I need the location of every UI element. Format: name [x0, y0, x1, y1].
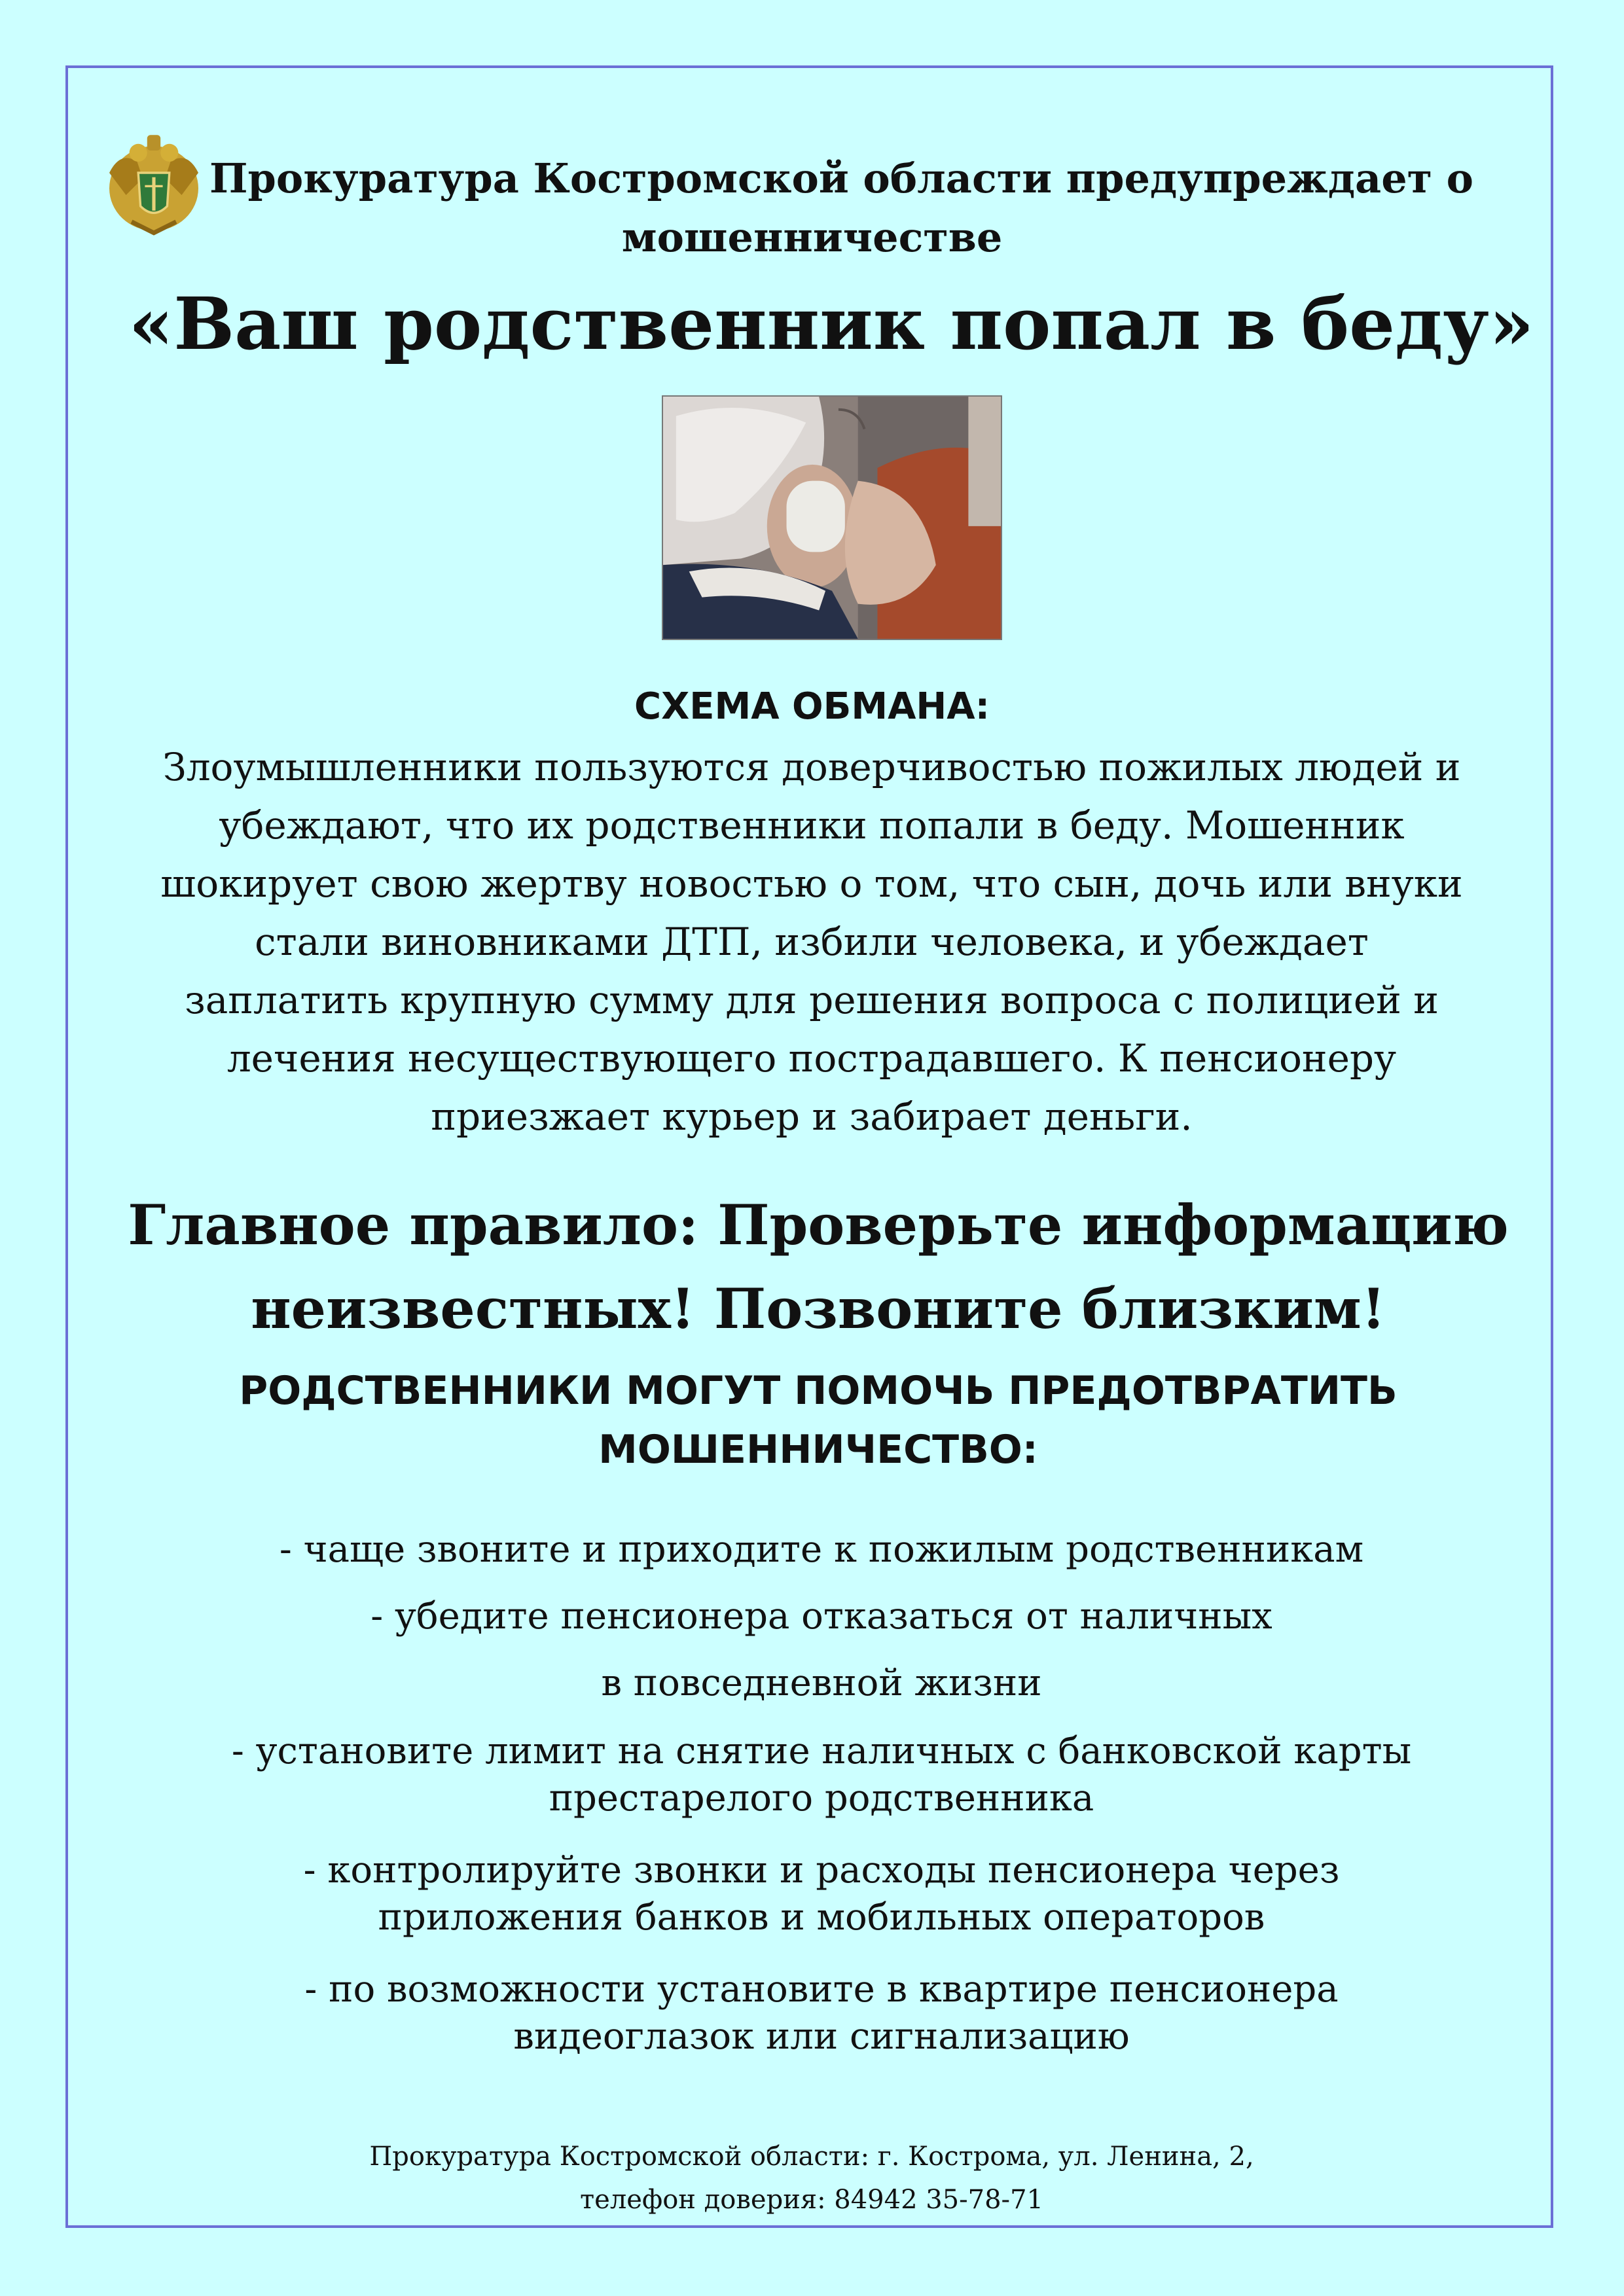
tip-item	[85, 1593, 1558, 1640]
footer-phone: телефон доверия: 84942 35-78-71	[580, 2185, 1043, 2215]
tip-line: - чаще звоните и приходите к пожилым родственникам	[279, 1528, 1364, 1571]
scheme-line: стали виновниками ДТП, избили человека, и убеждает	[255, 920, 1369, 964]
tip-item	[85, 1966, 1558, 2060]
tip-line: престарелого родственника	[549, 1777, 1094, 1820]
relatives-title-line2: МОШЕННИЧЕСТВО:	[598, 1427, 1038, 1473]
main-rule	[79, 1183, 1558, 1351]
headline: «Ваш родственник попал в беду»	[128, 281, 1534, 366]
scheme-line: приезжает курьер и забирает деньги.	[431, 1094, 1193, 1139]
scheme-description	[85, 738, 1538, 1146]
main-rule-line2: неизвестных! Позвоните близким!	[251, 1276, 1386, 1341]
tip-line: - контролируйте звонки и расходы пенсионера через	[303, 1849, 1340, 1892]
tip-line: приложения банков и мобильных операторов	[378, 1896, 1265, 1939]
tip-item	[85, 1526, 1558, 1573]
tip-item	[85, 1660, 1558, 1707]
tip-item	[85, 1847, 1558, 1941]
tip-item	[85, 1728, 1558, 1822]
tip-line: видеоглазок или сигнализацию	[513, 2015, 1130, 2058]
tip-line: - установите лимит на снятие наличных с банковской карты	[231, 1730, 1412, 1772]
elderly-woman-on-phone-photo	[662, 395, 1002, 640]
scheme-line: убеждают, что их родственники попали в беду. Мошенник	[219, 803, 1405, 848]
scheme-line: шокирует свою жертву новостью о том, что сын, дочь или внуки	[160, 861, 1463, 906]
tip-line: в повседневной жизни	[601, 1662, 1042, 1704]
scheme-line: заплатить крупную сумму для решения вопроса с полицией и	[185, 978, 1439, 1022]
scheme-line: Злоумышленники пользуются доверчивостью пожилых людей и	[162, 745, 1461, 789]
scheme-line: лечения несуществующего пострадавшего. К пенсионеру	[226, 1036, 1397, 1081]
tip-line: - убедите пенсионера отказаться от наличных	[370, 1595, 1272, 1638]
footer-address: Прокуратура Костромской области: г. Кострома, ул. Ленина, 2,	[369, 2142, 1254, 2172]
header-title-line1: Прокуратура Костромской области предупреждает о	[209, 154, 1473, 202]
footer-contacts	[59, 2135, 1564, 2221]
main-rule-line1: Главное правило: Проверьте информацию	[128, 1193, 1509, 1257]
relatives-title	[79, 1361, 1558, 1479]
scheme-title: СХЕМА ОБМАНА:	[634, 685, 990, 728]
header-title-line2: мошенничестве	[621, 213, 1003, 261]
tip-line: - по возможности установите в квартире пенсионера	[304, 1968, 1339, 2011]
relatives-title-line1: РОДСТВЕННИКИ МОГУТ ПОМОЧЬ ПРЕДОТВРАТИТЬ	[239, 1368, 1398, 1414]
